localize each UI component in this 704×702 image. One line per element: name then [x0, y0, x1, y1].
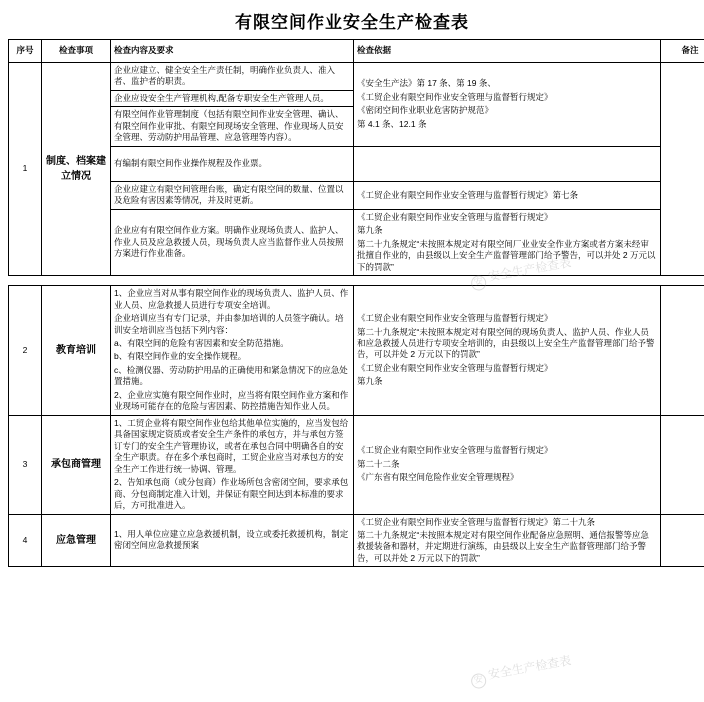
item-label: 制度、档案建立情况: [46, 156, 106, 183]
col-header-no: 序号: [9, 40, 42, 63]
check-content: [111, 181, 354, 209]
table-body-part2: [9, 286, 704, 567]
col-header-basis: 检查依据: [354, 40, 661, 63]
check-basis: [354, 286, 661, 416]
basis-line: 《工贸企业有限空间作业安全管理与监督暂行规定》: [357, 91, 553, 102]
table-header: [9, 40, 704, 63]
content-line: b、有限空间作业的安全操作规程。: [114, 351, 247, 362]
content-line: 2、企业应实施有限空间作业时，应当将有限空间作业方案和作业现场可能存在的危险与害因素、防控措施告知作业人员。: [114, 389, 349, 412]
check-basis: [354, 415, 661, 514]
checklist-table-part1: [8, 39, 704, 276]
basis-line: 第二十九条规定“未按照本规定对有限空间厂业业安全作业方案或者方案未经审批擅自作业的，由县级以上安全生产监督管理部门给予警告，可以并处 2 万元以下的罚款”: [357, 238, 656, 272]
check-content: [111, 63, 354, 91]
content-line: 1、企业应当对从事有限空间作业的现场负责人、监护人员、作业人员、应急救援人员进行专项安全培训。: [114, 288, 349, 310]
check-content: [111, 90, 354, 106]
content-line: a、有限空间的危险有害因素和安全防范措施。: [114, 337, 289, 348]
basis-line: 第 4.1 条、12.1 条: [357, 118, 427, 129]
row-item-name: [42, 514, 111, 567]
row-remark: [661, 63, 704, 276]
content-line: 企业应有有限空间作业方案。明确作业现场负责人、监护人、作业人员及应急救援人员，现场负责人应当监督作业人员按照方案进行作业准备。: [114, 225, 344, 259]
table-row: [9, 146, 704, 181]
check-content: [111, 209, 354, 275]
table-body-part1: [9, 63, 704, 276]
basis-line: 《工贸企业有限空间作业安全管理与监督暂行规定》: [357, 211, 553, 222]
content-line: 企业应设安全生产管理机构,配备专职安全生产管理人员。: [114, 92, 329, 103]
content-line: 企业应建立有限空间管理台账，确定有限空间的数量、位置以及危险有害因素等情况，并及时更新。: [114, 183, 344, 206]
content-line: c、检测仪器、劳动防护用品的正确使用和紧急情况下的应急处置措施。: [114, 364, 348, 387]
basis-line: 第二十二条: [357, 458, 400, 469]
basis-line: 第二十九条规定“未按照本规定对有限空间作业配备应急照明、通信报警等应急救援装备和器材，并定期进行演练，由县级以上安全生产监督管理部门给予警告，可以并处 2 万元以下的罚款”: [357, 530, 649, 563]
content-line: 企业应建立、健全安全生产责任制，明确作业负责人、准入者、监护者的职责。: [114, 65, 336, 87]
table-row: [9, 209, 704, 275]
basis-line: 第九条: [357, 225, 383, 236]
basis-line: 《工贸企业有限空间作业安全管理与监督暂行规定》: [357, 313, 553, 324]
check-content: [111, 415, 354, 514]
watermark: [469, 651, 573, 689]
col-header-item: 检查事项: [42, 40, 111, 63]
check-content: [111, 107, 354, 146]
page-title: 有限空间作业安全生产检查表: [235, 13, 469, 33]
table-row: [9, 286, 704, 416]
table-row: [9, 63, 704, 91]
table-row: [9, 514, 704, 567]
check-basis: [354, 146, 661, 181]
watermark-text: 安全生产检查表: [487, 653, 573, 682]
checklist-table-part2: [8, 285, 704, 567]
table-header-row: [9, 40, 704, 63]
watermark-logo-icon: 安: [470, 274, 487, 291]
row-remark: [661, 415, 704, 514]
watermark-logo-icon: 安: [470, 672, 487, 689]
row-number: 3: [9, 415, 42, 514]
row-number: 4: [9, 514, 42, 567]
basis-line: 《密闭空间作业职业危害防护规范》: [357, 105, 494, 116]
content-line: 2、告知承包商（或分包商）作业场所包含密闭空间，要求承包商、分包商制定准入计划，并保证有限空间达到本标准的要求后，方可批准进入。: [114, 477, 349, 511]
basis-line: 第九条: [357, 376, 383, 387]
check-basis: [354, 514, 661, 567]
check-basis: [354, 181, 661, 209]
check-basis: [354, 63, 661, 147]
basis-line: 《工贸企业有限空间作业安全管理与监督暂行规定》: [357, 445, 553, 456]
check-basis: [354, 209, 661, 275]
basis-line: 《安全生产法》第 17 条、第 19 条、: [357, 78, 496, 89]
basis-line: 《工贸企业有限空间作业安全管理与监督暂行规定》第二十九条: [357, 516, 596, 527]
check-content: [111, 286, 354, 416]
col-header-remark: 备注: [661, 40, 704, 63]
content-line: 1、用人单位应建立应急救援机制，设立或委托救援机构，制定密闭空间应急救援预案: [114, 529, 349, 551]
row-item-name: [42, 415, 111, 514]
row-number: 1: [9, 63, 42, 276]
watermark-text: 安全生产检查表: [487, 255, 573, 284]
content-line: 1、工贸企业将有限空间作业包给其他单位实施的，应当发包给具备国家规定资质或者安全生产条件的承包方，并与承包方签订专门的安全生产管理协议，或者在承包合同中明确各自的安全生产职责。存在多个承包商时，工贸企业应当对承包方的安全生产工作进行统一协调、管理。: [114, 417, 349, 474]
table-row: [9, 181, 704, 209]
row-remark: [661, 286, 704, 416]
table-row: [9, 415, 704, 514]
basis-line: 《广东省有限空间危险作业安全管理规程》: [357, 472, 519, 483]
table-gap: [8, 276, 696, 285]
check-content: [111, 514, 354, 567]
check-content: [111, 146, 354, 181]
row-remark: [661, 514, 704, 567]
item-label: 承包商管理: [51, 459, 101, 471]
col-header-content: 检查内容及要求: [111, 40, 354, 63]
basis-line: 第二十九条规定“未按照本规定对有限空间的现场负责人、监护人员、作业人员和应急救援人员进行专项安全培训的，由县级以上安全生产监督管理部门给予警告，可以并处 2 万元以下的罚款”: [357, 326, 655, 360]
basis-line: 《工贸企业有限空间作业安全管理与监督暂行规定》: [357, 362, 553, 373]
item-label: 应急管理: [56, 534, 96, 546]
content-line: 有编制有限空间作业操作规程及作业票。: [114, 158, 268, 169]
row-item-name: [42, 286, 111, 416]
row-item-name: [42, 63, 111, 276]
content-line: 有限空间作业管理制度（包括有限空间作业安全管理、确认、有限空间作业审批、有限空间现场安全管理、作业现场人员安全管理、劳动防护用品管理、应急管理等内容）。: [114, 109, 344, 143]
basis-line: 《工贸企业有限空间作业安全管理与监督暂行规定》第七条: [357, 189, 579, 200]
item-label: 教育培训: [56, 344, 96, 356]
content-line: 企业培训应当有专门记录，并由参加培训的人员签字确认。培训安全培训应当包括下列内容：: [114, 313, 344, 335]
row-number: 2: [9, 286, 42, 416]
